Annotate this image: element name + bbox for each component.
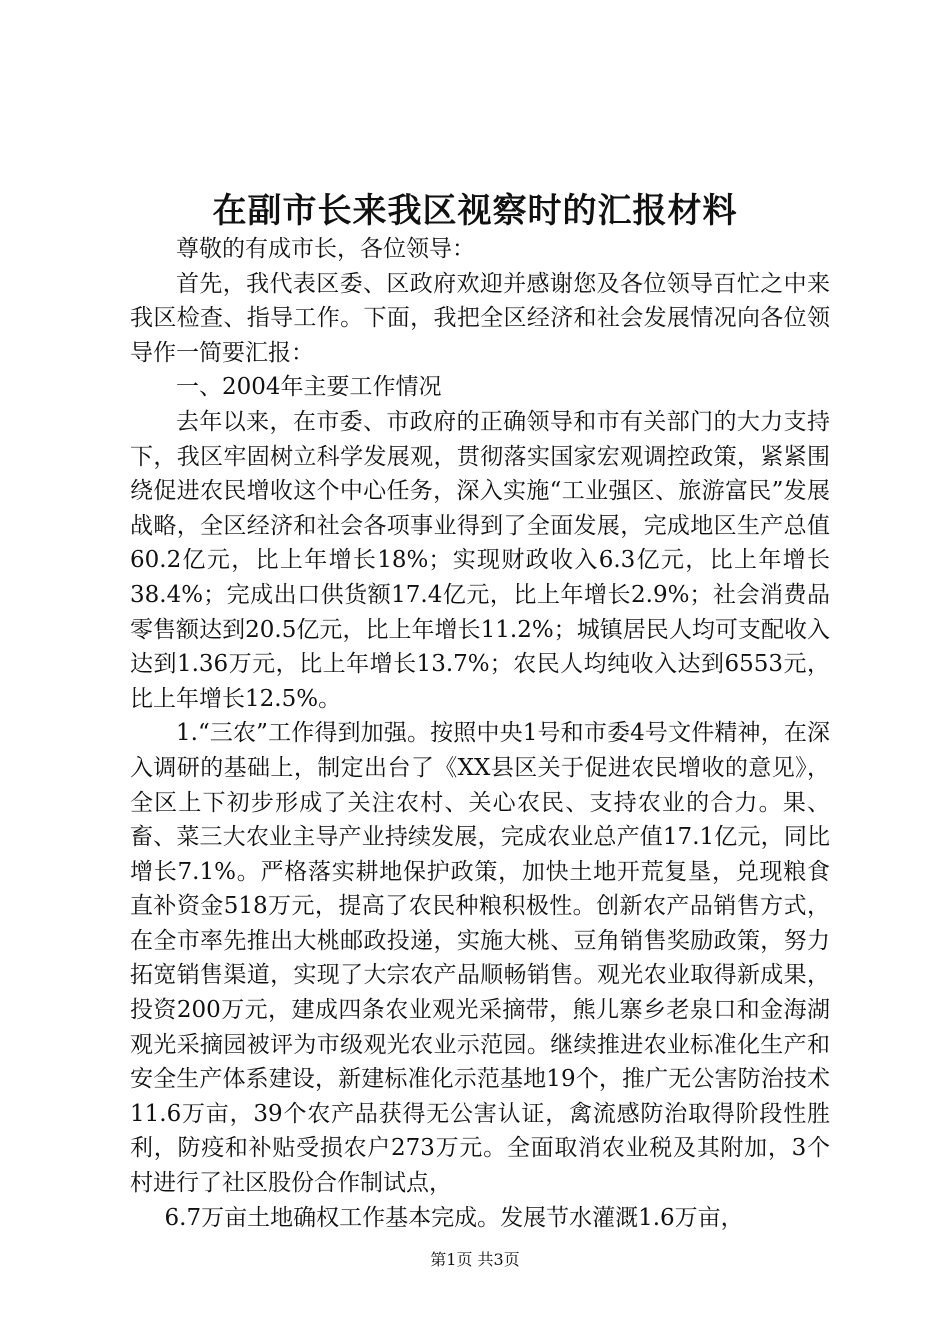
paragraph-intro: 首先，我代表区委、区政府欢迎并感谢您及各位领导百忙之中来我区检查、指导工作。下面，我把全区经济和社会发展情况向各位领导作一简要汇报：	[130, 270, 830, 366]
salutation: 尊敬的有成市长，各位领导：	[176, 236, 475, 262]
page-number: 第1页 共3页	[430, 1250, 520, 1269]
paragraph-continuation: 6.7万亩土地确权工作基本完成。发展节水灌溉1.6万亩，	[164, 1204, 744, 1231]
document-title: 在副市长来我区视察时的汇报材料	[212, 191, 738, 231]
section-heading: 一、2004年主要工作情况	[176, 374, 442, 401]
paragraph-agriculture: 1.“三农”工作得到加强。按照中央1号和市委4号文件精神，在深入调研的基础上，制定出台了《XX县区关于促进农民增收的意见》，全区上下初步形成了关注农村、关心农民、支持农业的合力。果、畜、菜三大农业主导产业持续发展，完成农业总产值17.1亿元，同比增长7.1%。严格落实耕地保护政策，加快土地开荒复垦，兑现粮食直补资金518万元，提高了农民种粮积极性。创新农产品销售方式，在全市率先推出大桃邮政投递，实施大桃、豆角销售奖励政策，努力拓宽销售渠道，实现了大宗农产品顺畅销售。观光农业取得新成果，投资200万元，建成四条农业观光采摘带，熊儿寨乡老泉口和金海湖观光采摘园被评为市级观光农业示范园。继续推进农业标准化生产和安全生产体系建设，新建标准化示范基地19个，推广无公害防治技术11.6万亩，39个农产品获得无公害认证，禽流感防治取得阶段性胜利，防疫和补贴受损农户273万元。全面取消农业税及其附加，3个村进行了社区股份合作制试点，	[130, 720, 830, 1197]
paragraph-summary: 去年以来，在市委、市政府的正确领导和市有关部门的大力支持下，我区牢固树立科学发展观，贯彻落实国家宏观调控政策，紧紧围绕促进农民增收这个中心任务，深入实施“工业强区、旅游富民”发展战略，全区经济和社会各项事业得到了全面发展，完成地区生产总值60.2亿元，比上年增长18%；实现财政收入6.3亿元，比上年增长38.4%；完成出口供货额17.4亿元，比上年增长2.9%；社会消费品零售额达到20.5亿元，比上年增长11.2%；城镇居民人均可支配收入达到1.36万元，比上年增长13.7%；农民人均纯收入达到6553元，比上年增长12.5%。	[130, 408, 830, 712]
document-body	[130, 232, 830, 1235]
